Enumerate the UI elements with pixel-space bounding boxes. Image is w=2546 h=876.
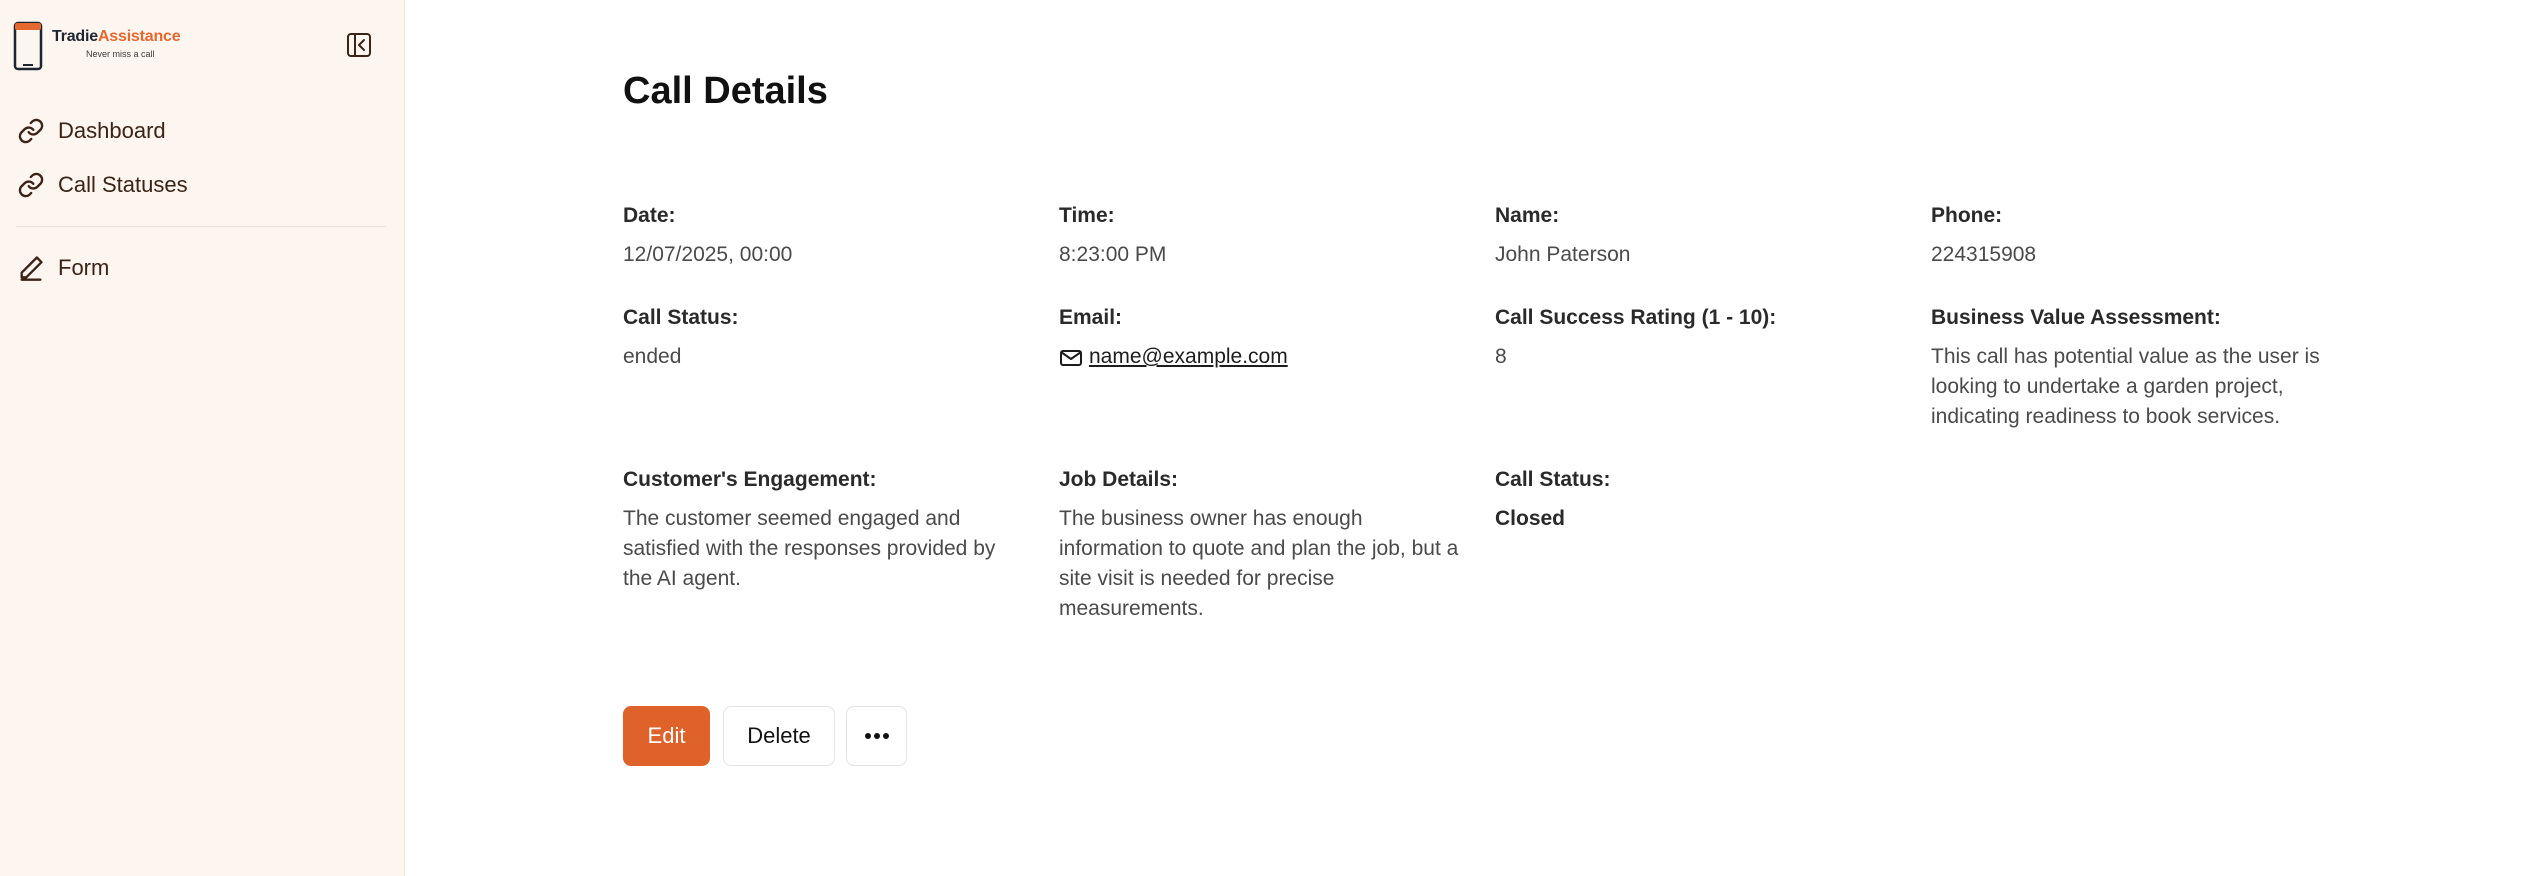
- field-date: [623, 204, 1023, 270]
- brand-name-part1: Tradie: [52, 27, 98, 45]
- sidebar-item-label: Dashboard: [58, 118, 166, 143]
- field-label: Job Details:: [1059, 468, 1179, 491]
- brand-text: [52, 28, 180, 59]
- field-value: 12/07/2025, 00:00: [623, 243, 793, 266]
- field-value: Closed: [1495, 507, 1566, 530]
- field-label: Name:: [1495, 204, 1560, 227]
- field-label: Call Status:: [623, 306, 739, 329]
- email-link[interactable]: name@example.com: [1089, 345, 1288, 368]
- field-customer-engagement: [623, 468, 1023, 594]
- field-value: John Paterson: [1495, 243, 1631, 266]
- sidebar-item-label: Form: [58, 255, 110, 280]
- brand-tagline: Never miss a call: [86, 48, 155, 59]
- field-label: Call Success Rating (1 - 10):: [1495, 306, 1777, 329]
- field-label: Date:: [623, 204, 676, 227]
- brand-logo[interactable]: [12, 20, 180, 72]
- field-value: 8: [1495, 345, 1507, 368]
- field-call-success-rating: [1495, 306, 1895, 372]
- link-icon: [16, 170, 46, 200]
- sidebar-item-form[interactable]: [16, 241, 386, 295]
- edit-button[interactable]: Edit: [623, 706, 710, 766]
- more-actions-button[interactable]: [846, 706, 907, 766]
- sidebar: [0, 0, 405, 876]
- field-label: Email:: [1059, 306, 1123, 329]
- field-name: [1495, 204, 1895, 270]
- action-bar: [623, 706, 907, 766]
- mail-icon: [1059, 347, 1083, 367]
- brand-name: [52, 28, 180, 46]
- field-value: The customer seemed engaged and satisfied with the responses provided by the AI agent.: [623, 507, 996, 590]
- field-email: [1059, 306, 1459, 372]
- pen-icon: [16, 253, 46, 283]
- page-title: Call Details: [623, 70, 828, 112]
- field-label: Customer's Engagement:: [623, 468, 877, 491]
- field-value: The business owner has enough information to quote and plan the job, but a site visit is needed for precise measurements.: [1059, 507, 1459, 620]
- sidebar-nav: [16, 104, 386, 295]
- field-job-details: [1059, 468, 1459, 624]
- link-icon: [16, 116, 46, 146]
- field-call-status-closed: [1495, 468, 1895, 534]
- sidebar-divider: [16, 226, 386, 227]
- field-call-status: [623, 306, 1023, 372]
- field-label: Time:: [1059, 204, 1115, 227]
- sidebar-item-label: Call Statuses: [58, 172, 188, 197]
- sidebar-item-dashboard[interactable]: [16, 104, 386, 158]
- email-row: [1059, 342, 1459, 372]
- field-label: Call Status:: [1495, 468, 1611, 491]
- field-value: ended: [623, 345, 682, 368]
- delete-button[interactable]: Delete: [723, 706, 835, 766]
- field-value: 8:23:00 PM: [1059, 243, 1167, 266]
- collapse-sidebar-button[interactable]: [345, 31, 373, 59]
- field-value: 224315908: [1931, 243, 2037, 266]
- panel-collapse-icon: [345, 31, 373, 59]
- field-phone: [1931, 204, 2331, 270]
- sidebar-item-call-statuses[interactable]: [16, 158, 386, 212]
- field-time: [1059, 204, 1459, 270]
- brand-name-part2: Assistance: [97, 27, 181, 45]
- ellipsis-icon: [864, 732, 890, 740]
- phone-logo-icon: [12, 20, 46, 72]
- field-value: This call has potential value as the user is looking to undertake a garden project, indicating readiness to book services.: [1931, 345, 2320, 428]
- field-business-value: [1931, 306, 2331, 432]
- field-label: Business Value Assessment:: [1931, 306, 2221, 329]
- field-label: Phone:: [1931, 204, 2003, 227]
